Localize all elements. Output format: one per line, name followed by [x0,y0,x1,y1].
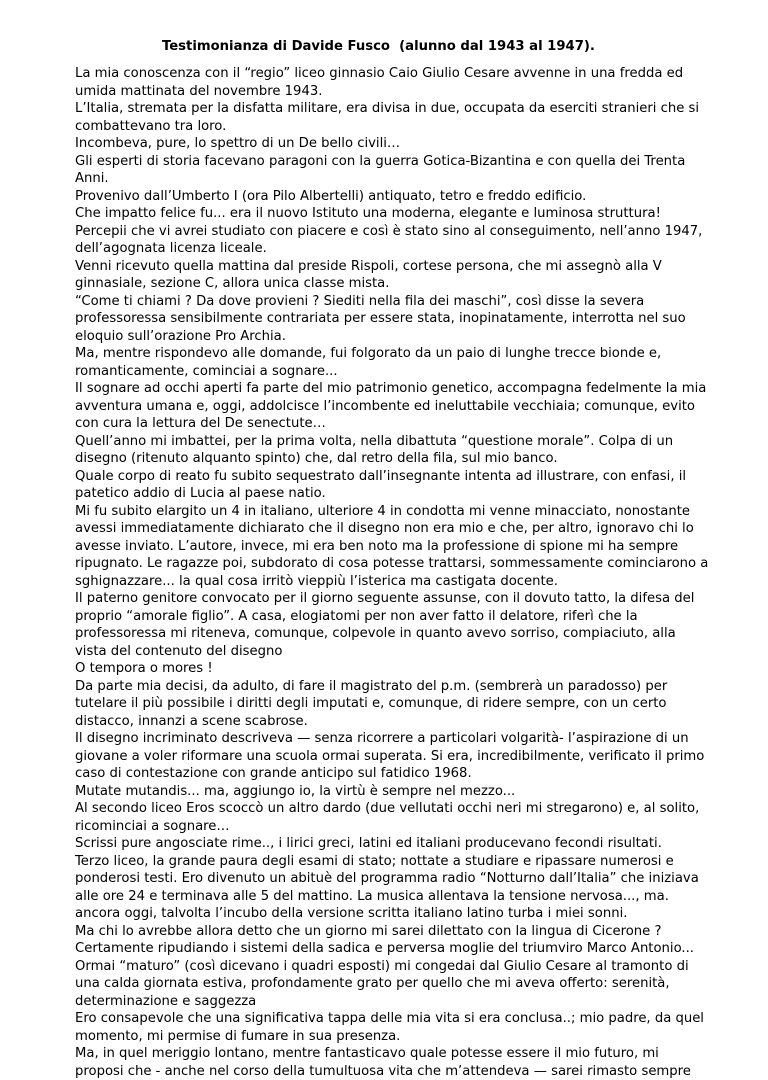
text-line: distacco, innanzi a scene scabrose. [75,713,768,731]
text-line: Scrissi pure angosciate rime.., i lirici greci, latini ed italiani producevano fecondi risultati. [75,835,768,853]
text-line: ginnasiale, sezione C, allora unica classe mista. [75,275,768,293]
text-line: Mi fu subito elargito un 4 in italiano, ulteriore 4 in condotta mi venne minacciato, nonostante [75,503,768,521]
text-line: Mutate mutandis... ma, aggiungo io, la virtù è sempre nel mezzo... [75,783,768,801]
text-line: proposi che - anche nel corso della tumultuosa vita che m’attendeva — sarei rimasto sempre [75,1063,768,1080]
text-line: professoressa sensibilmente contrariata per essere stata, inopinatamente, interrotta nel suo [75,310,768,328]
text-line: Venni ricevuto quella mattina dal preside Rispoli, cortese persona, che mi assegnò alla V [75,258,768,276]
text-line: dell’agognata licenza liceale. [75,240,768,258]
text-line: Ero consapevole che una significativa tappa delle mia vita si era conclusa..; mio padre, da quel [75,1010,768,1028]
text-line: Percepii che vi avrei studiato con piacere e così è stato sino al conseguimento, nell’anno 1947, [75,223,768,241]
text-line: caso di contestazione con grande anticipo sul fatidico 1968. [75,765,768,783]
text-line: combattevano tra loro. [75,118,768,136]
text-line: patetico addio di Lucia al paese natio. [75,485,768,503]
text-line: eloquio sull’orazione Pro Archia. [75,328,768,346]
text-line: sghignazzare... la qual cosa irritò vieppiù l’isterica ma castigata docente. [75,573,768,591]
text-line: alle ore 24 e terminava alle 5 del mattino. La musica allentava la tensione nervosa..., ma. [75,888,768,906]
text-line: ancora oggi, talvolta l’incubo della versione scritta italiano latino turba i miei sonni. [75,905,768,923]
text-line: umida mattinata del novembre 1943. [75,83,768,101]
text-line: disegno (ritenuto alquanto spinto) che, dal retro della fila, sul mio banco. [75,450,768,468]
text-line: O tempora o mores ! [75,660,768,678]
text-line: ricominciai a sognare… [75,818,768,836]
text-line: Provenivo dall’Umberto I (ora Pilo Albertelli) antiquato, tetro e freddo edificio. [75,188,768,206]
text-line: romanticamente, cominciai a sognare... [75,363,768,381]
text-line: Anni. [75,170,768,188]
text-line: Gli esperti di storia facevano paragoni con la guerra Gotica-Bizantina e con quella dei Trenta [75,153,768,171]
text-line: avesse inviato. L’autore, invece, mi era ben noto ma la professione di spione mi ha sempre [75,538,768,556]
text-line: giovane a voler riformare una scuola ormai superata. Si era, incredibilmente, verificato il primo [75,748,768,766]
text-line: Incombeva, pure, lo spettro di un De bello civili… [75,135,768,153]
document-title: Testimonianza di Davide Fusco (alunno dal 1943 al 1947). [75,36,768,57]
text-line: Il sognare ad occhi aperti fa parte del mio patrimonio genetico, accompagna fedelmente la mia [75,380,768,398]
text-line: ripugnato. Le ragazze poi, subdorato di cosa potesse trattarsi, sommessamente cominciarono a [75,555,768,573]
text-line: Ormai “maturo” (così dicevano i quadri esposti) mi congedai dal Giulio Cesare al tramonto di [75,958,768,976]
text-line: momento, mi permise di fumare in sua presenza. [75,1028,768,1046]
text-line: Certamente ripudiando i sistemi della sadica e perversa moglie del triumviro Marco Antonio... [75,940,768,958]
text-line: una calda giornata estiva, profondamente grato per quello che mi aveva offerto: serenità, [75,975,768,993]
text-line: Il paterno genitore convocato per il giorno seguente assunse, con il dovuto tatto, la difesa del [75,590,768,608]
text-line: “Come ti chiami ? Da dove provieni ? Siediti nella fila dei maschi”, così disse la severa [75,293,768,311]
text-line: determinazione e saggezza [75,993,768,1011]
text-line: professoressa mi riteneva, comunque, colpevole in quanto avevo sorriso, compiaciuto, alla [75,625,768,643]
text-line: avessi immediatamente dichiarato che il disegno non era mio e che, per altro, ignoravo chi lo [75,520,768,538]
text-line: La mia conoscenza con il “regio” liceo ginnasio Caio Giulio Cesare avvenne in una fredda ed [75,65,768,83]
text-line: avventura umana e, oggi, addolcisce l’incombente ed ineluttabile vecchiaia; comunque, evito [75,398,768,416]
document-body [75,65,768,1080]
text-line: Il disegno incriminato descriveva — senza ricorrere a particolari volgarità- l’aspirazione di un [75,730,768,748]
text-line: Terzo liceo, la grande paura degli esami di stato; nottate a studiare e ripassare numerosi e [75,853,768,871]
text-line: proprio “amorale figlio”. A casa, elogiatomi per non aver fatto il delatore, riferì che la [75,608,768,626]
text-line: Ma, mentre rispondevo alle domande, fui folgorato da un paio di lunghe trecce bionde e, [75,345,768,363]
text-line: vista del contenuto del disegno [75,643,768,661]
text-line: Da parte mia decisi, da adulto, di fare il magistrato del p.m. (sembrerà un paradosso) per [75,678,768,696]
text-line: Che impatto felice fu... era il nuovo Istituto una moderna, elegante e luminosa struttura! [75,205,768,223]
text-line: Al secondo liceo Eros scoccò un altro dardo (due vellutati occhi neri mi stregarono) e, al solito, [75,800,768,818]
text-line: Ma chi lo avrebbe allora detto che un giorno mi sarei dilettato con la lingua di Cicerone ? [75,923,768,941]
text-line: ponderosi testi. Ero divenuto un abituè del programma radio “Notturno dall’Italia” che iniziava [75,870,768,888]
text-line: Quell’anno mi imbattei, per la prima volta, nella dibattuta “questione morale”. Colpa di un [75,433,768,451]
text-line: tutelare il più possibile i diritti degli imputati e, comunque, di ridere sempre, con un certo [75,695,768,713]
text-line: Quale corpo di reato fu subito sequestrato dall’insegnante intenta ad illustrare, con enfasi, il [75,468,768,486]
text-line: L’Italia, stremata per la disfatta militare, era divisa in due, occupata da eserciti stranieri che si [75,100,768,118]
text-line: con cura la lettura del De senectute… [75,415,768,433]
text-line: Ma, in quel meriggio lontano, mentre fantasticavo quale potesse essere il mio futuro, mi [75,1045,768,1063]
